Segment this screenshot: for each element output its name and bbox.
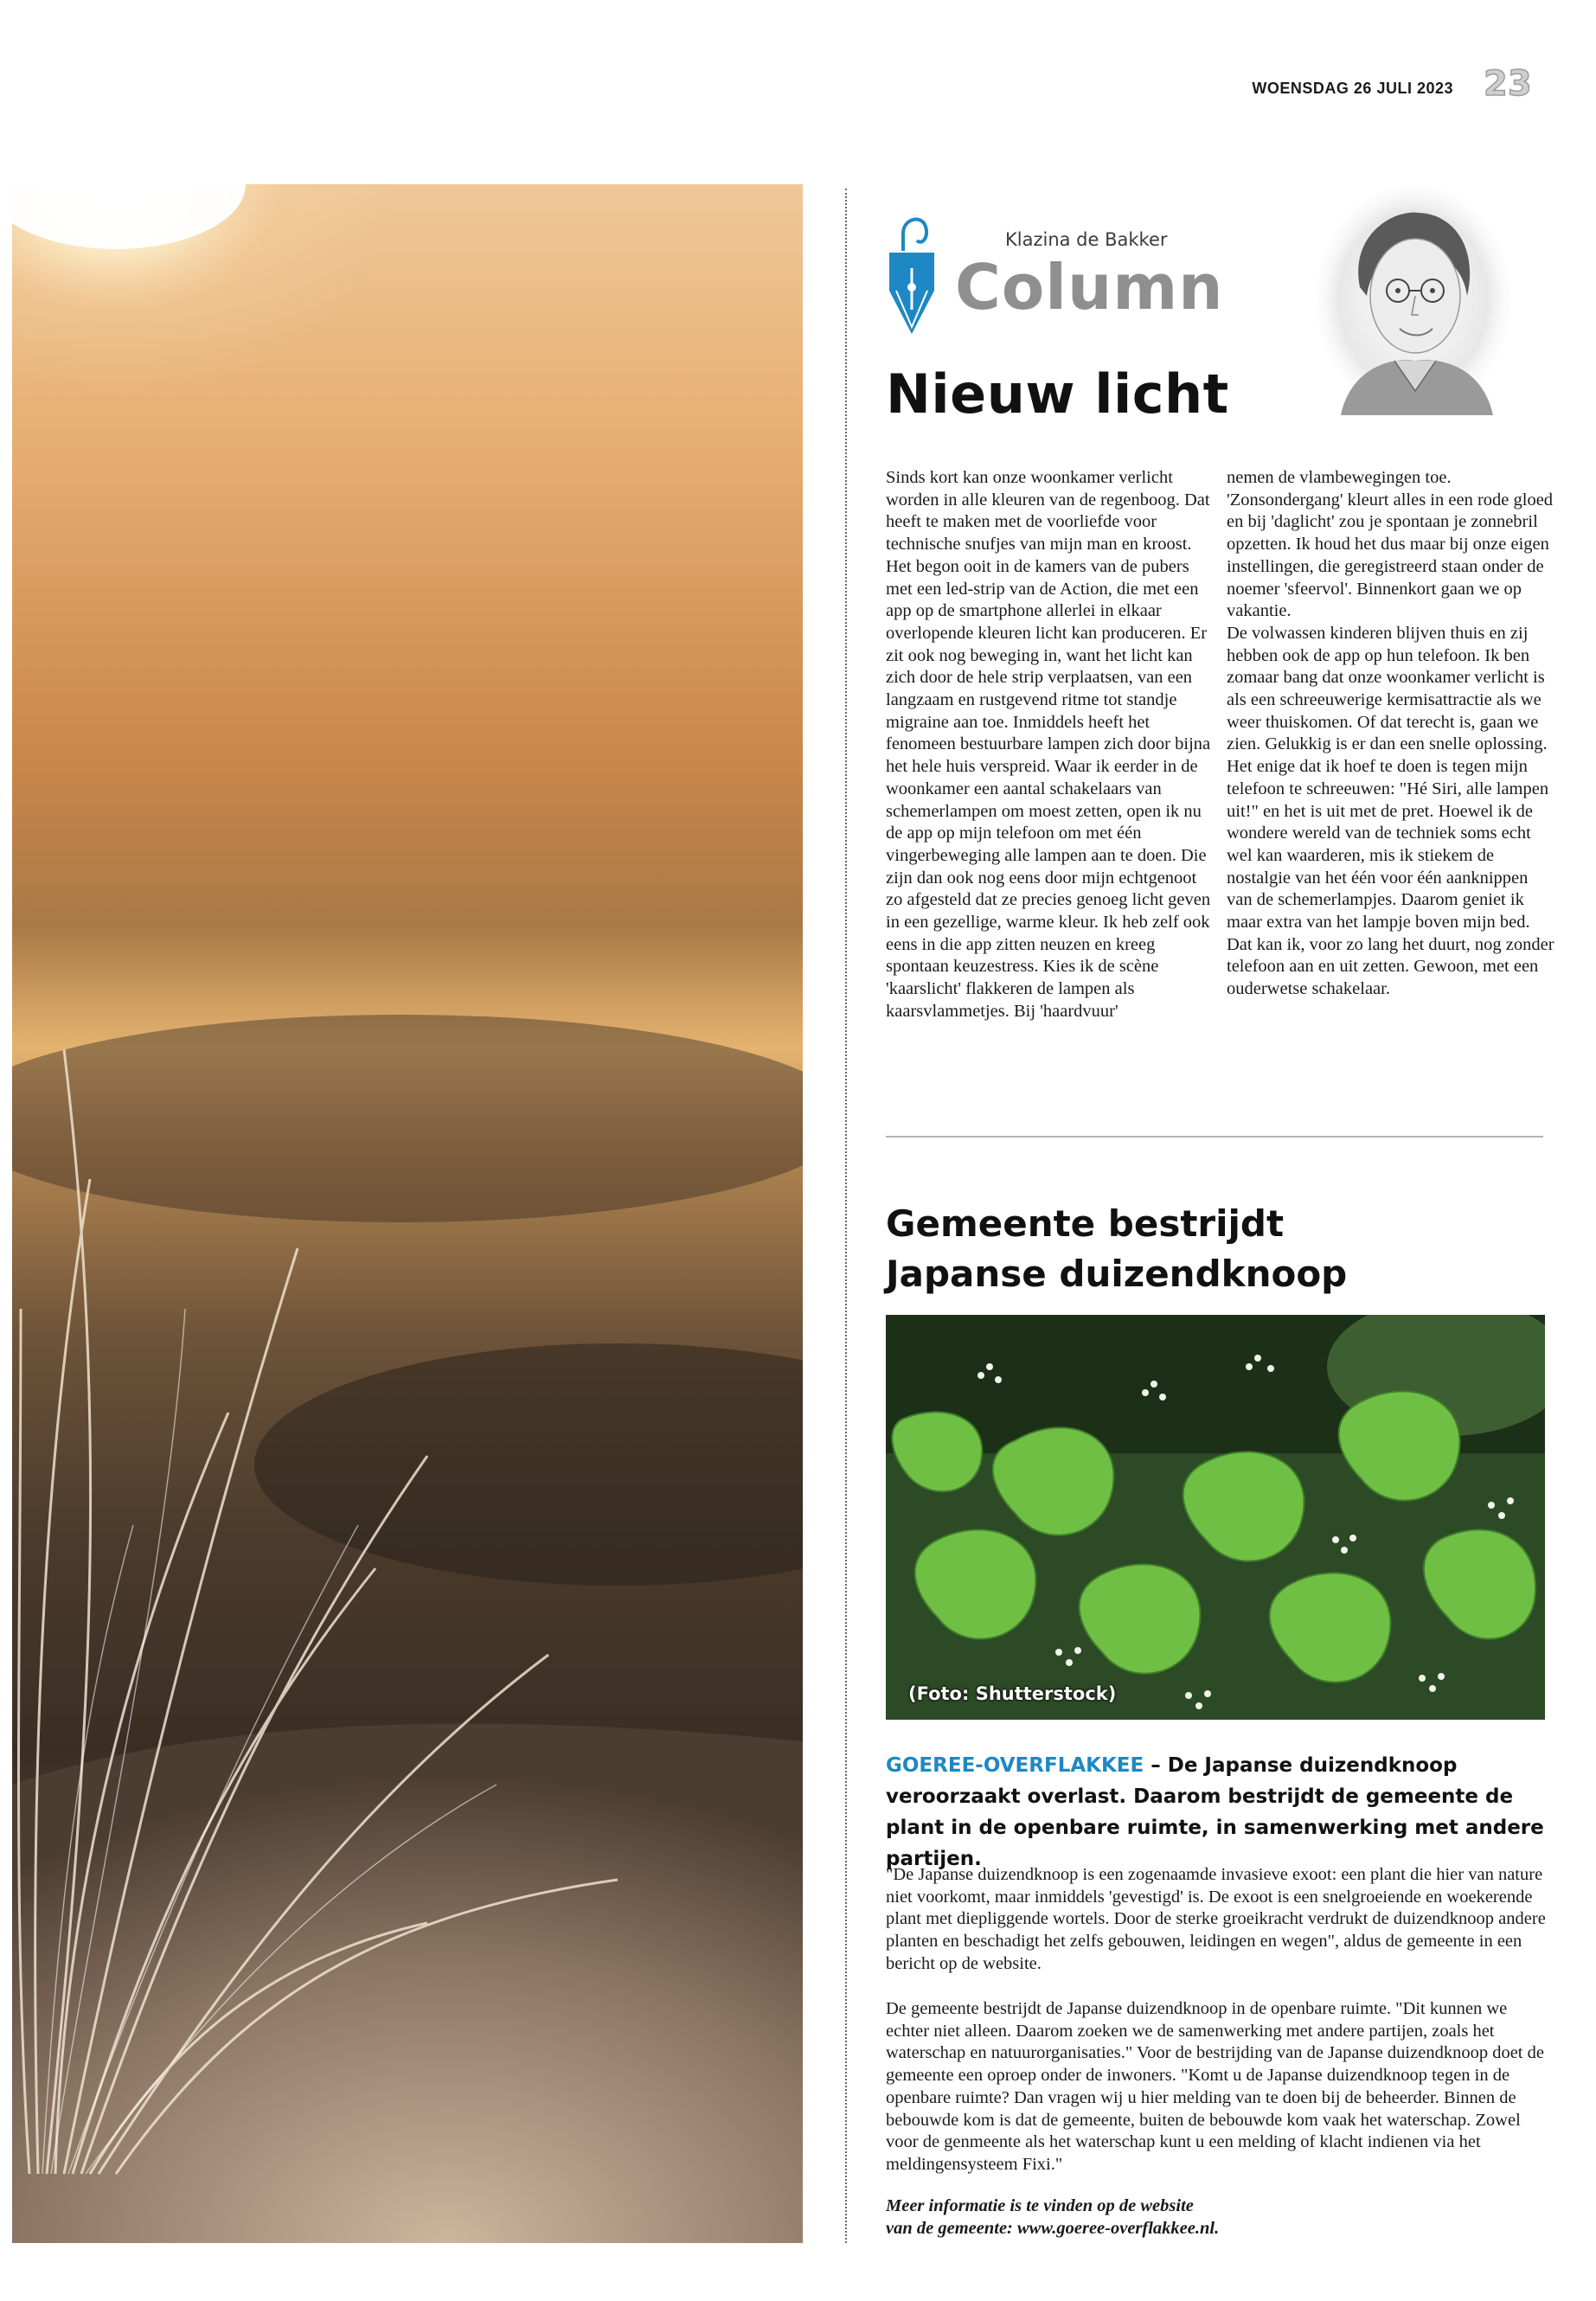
article-title xyxy=(886,1199,1552,1299)
more-info-line1: Meer informatie is te vinden op de website xyxy=(886,2196,1194,2215)
issue-date: WOENSDAG 26 JULI 2023 xyxy=(1252,80,1453,97)
column-paragraph: nemen de vlambewegingen toe. 'Zonsondergang' kleurt alles in een rode gloed en bij 'daglicht' zou je spontaan je zonnebril opzetten. Ik houd het dus maar bij onze eigen instellingen, die geregistreerd staan onder de noemer 'sfeervol'. Binnenkort gaan we op vakantie. xyxy=(1227,468,1554,621)
column-author: Klazina de Bakker xyxy=(1005,229,1168,250)
column-label: Column xyxy=(955,251,1224,324)
knotweed-photo xyxy=(886,1315,1545,1720)
column-text-col1 xyxy=(886,467,1215,1023)
photo-caption: (Foto: Shutterstock) xyxy=(908,1683,1117,1704)
article-paragraph-text: "De Japanse duizendknoop is een zogenaamde invasieve exoot: een plant die hier van nature niet voorkomt, maar inmiddels 'gevestigd' is. De exoot is een snelgroeiende en woekerende plant met diepliggende wortels. Door de sterke groeikracht verdrukt de duizendknoop andere planten en beschadigt het zelfs gebouwen, leidingen en wegen", aldus de gemeente in een bericht op de website. xyxy=(886,1865,1546,1973)
fountain-pen-icon xyxy=(884,208,939,337)
sunset-grass-photo xyxy=(12,184,803,2243)
section-divider xyxy=(886,1136,1543,1138)
lead-text: – De Japanse duizendknoop veroorzaakt overlast. Daarom bestrijdt de gemeente de plant in de openbare ruimte, in samenwerking met andere partijen. xyxy=(886,1754,1544,1870)
dateline-place: GOEREE-OVERFLAKKEE xyxy=(886,1754,1144,1777)
article-title-line1: Gemeente bestrijdt xyxy=(886,1202,1285,1245)
article-title-line2: Japanse duizendknoop xyxy=(886,1253,1348,1295)
article-lead xyxy=(886,1750,1548,1875)
page-number: 23 xyxy=(1484,64,1532,104)
column-paragraph: Sinds kort kan onze woonkamer verlicht worden in alle kleuren van de regenboog. Dat heeft te maken met de voorliefde voor technische snufjes van mijn man en kroost. Het begon ooit in de kamers van de pubers met een led-strip van de Action, die met een app op de smartphone allerlei in elkaar overlopende kleuren licht kan produceren. Er zit ook nog beweging in, want het licht kan zich door de hele strip verplaatsen, van een langzaam en rustgevend ritme tot standje migraine aan toe. Inmiddels heeft het fenomeen bestuurbare lampen zich door bijna het hele huis verspreid. Waar ik eerder in de woonkamer een aantal schakelaars van schemerlampen om moest zetten, open ik nu de app op mijn telefoon om met één vingerbeweging alle lampen aan te doen. Die zijn dan ook nog eens door mijn echtgenoot zo afgesteld dat ze precies genoeg licht geven in een gezellige, warme kleur. Ik heb zelf ook eens in die app zitten neuzen en kreeg spontaan keuzestress. Kies ik de scène 'kaarslicht' flakkeren de lampen als kaarsvlammetjes. Bij 'haardvuur' xyxy=(886,468,1211,1021)
article-paragraph xyxy=(886,1998,1552,2176)
column-text-col2 xyxy=(1227,467,1555,1001)
article-paragraph xyxy=(886,1864,1552,1976)
more-info-line2: van de gemeente: www.goeree-overflakkee.nl. xyxy=(886,2218,1220,2238)
column-title: Nieuw licht xyxy=(886,362,1229,426)
column-paragraph: De volwassen kinderen blijven thuis en zij hebben ook de app op hun telefoon. Ik ben zomaar bang dat onze woonkamer verlicht is als een schreeuwerige kermisattractie als we weer thuiskomen. Of dat terecht is, gaan we zien. Gelukkig is er dan een snelle oplossing. Het enige dat ik hoef te doen is tegen mijn telefoon te schreeuwen: "Hé Siri, alle lampen uit!" en het is uit met de pret. Hoewel ik de wondere wereld van de techniek soms echt wel kan waarderen, mis ik stiekem de nostalgie van het één voor één aanknippen van de schemerlampjes. Daarom geniet ik maar extra van het lampje boven mijn bed. Dat kan ik, voor zo lang het duurt, nog zonder telefoon aan en uit zetten. Gewoon, met een ouderwetse schakelaar. xyxy=(1227,623,1554,999)
column-divider xyxy=(845,189,847,2243)
more-info-note xyxy=(886,2195,1543,2240)
article-paragraph-text: De gemeente bestrijdt de Japanse duizendknoop in de openbare ruimte. "Dit kunnen we echter niet alleen. Daarom zoeken we de samenwerking met andere partijen, zoals het waterschap en natuurorganisaties." Voor de bestrijding van de Japanse duizendknoop doet de gemeente een oproep onder de inwoners. "Komt u de Japanse duizendknoop tegen in de openbare ruimte? Dan vragen wij u hier melding van te doen bij de beheerder. Binnen de bebouwde kom is dat de gemeente, buiten de bebouwde kom vaak het waterschap. Zowel voor de genmeente als het waterschap kunt u een melding of klacht indienen via het meldingensysteem Fixi." xyxy=(886,1999,1544,2174)
author-portrait xyxy=(1315,183,1512,415)
